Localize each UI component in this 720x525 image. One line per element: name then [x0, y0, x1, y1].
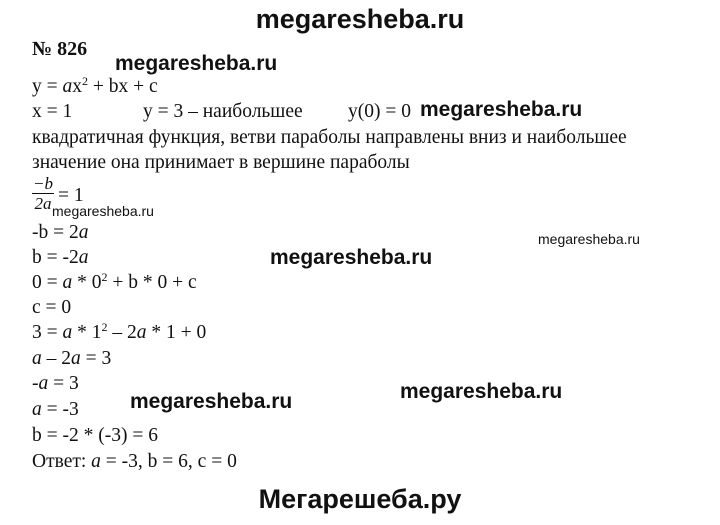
step-substitute-one: $3 = a * 1^2 - 2a * 1 + 0$ [32, 320, 207, 343]
watermark-inline: megaresheba.ru [130, 390, 293, 413]
step-a: a = -3 [32, 399, 79, 420]
given-x: x = 1 [32, 101, 73, 122]
step-substitute-zero: $0 = a * 0^2 + b * 0 + c$ [32, 270, 197, 293]
step-c: c = 0 [32, 297, 72, 318]
step-b: b = -2a [32, 247, 89, 268]
step-simplify: a – 2a = 3 [32, 348, 112, 369]
watermark-inline: megaresheba.ru [270, 246, 433, 269]
watermark-top[interactable]: megaresheba.ru [255, 4, 465, 34]
step-neg-a: -a = 3 [32, 373, 79, 394]
watermark-bottom[interactable]: Мегарешеба.ру [258, 484, 462, 514]
step-neg-b: -b = 2a [32, 222, 89, 243]
watermark-inline: megaresheba.ru [400, 380, 563, 403]
explanation-line1: квадратичная функция, ветви параболы направлены вниз и наибольшее [32, 127, 627, 148]
explanation-line2: значение она принимает в вершине параболы [32, 152, 410, 173]
equation-general: $y = ax^2$ + bx + c [32, 74, 158, 97]
watermark-inline: megaresheba.ru [420, 98, 583, 121]
watermark-inline: megaresheba.ru [52, 203, 154, 219]
problem-number: № 826 [32, 38, 88, 60]
given-y0: y(0) = 0 [348, 101, 411, 122]
watermark-inline: megaresheba.ru [538, 231, 640, 247]
watermark-inline: megaresheba.ru [115, 52, 278, 75]
answer: Ответ: a = -3, b = 6, c = 0 [32, 451, 237, 472]
vertex-fraction: $\frac{-b}{2a}$ [33, 174, 53, 213]
given-ymax: y = 3 – наибольшее [143, 101, 303, 122]
vertex-fraction-eq: = 1 [58, 185, 84, 206]
step-b-value: b = -2 * (-3) = 6 [32, 425, 158, 446]
